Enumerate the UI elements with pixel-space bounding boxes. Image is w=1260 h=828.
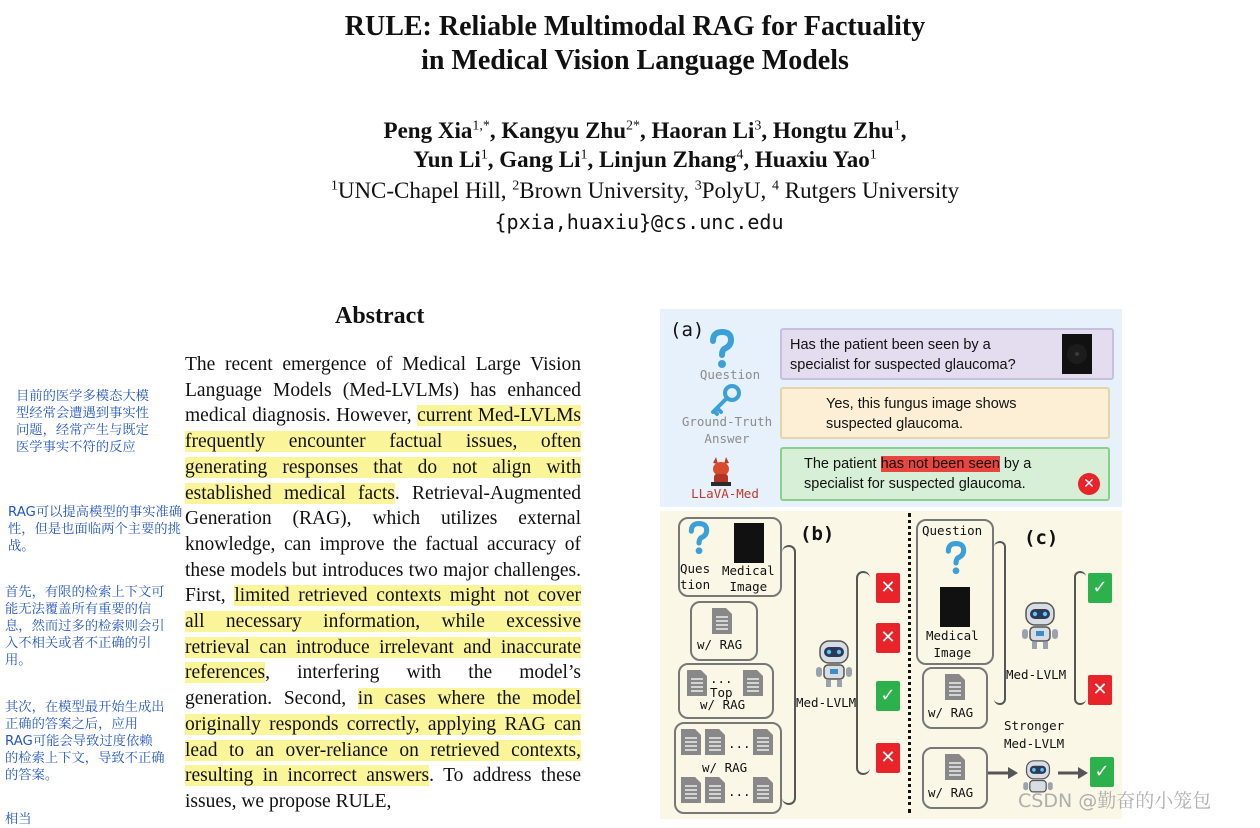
fundus-thumbnail (1062, 334, 1092, 374)
author-sup: 1 (893, 118, 901, 134)
rag-box-many (674, 722, 782, 814)
ground-truth-label (672, 413, 782, 447)
rag-box-topk (678, 663, 774, 719)
caption-line: Image (729, 579, 768, 594)
author-name: , Kangyu Zhu (489, 118, 627, 143)
dots: ... (728, 736, 751, 751)
bracket (994, 541, 1006, 705)
document-icon (704, 776, 726, 809)
question-text-line-2: specialist for suspected glaucoma? (790, 357, 1016, 373)
contact-email: {pxia,huaxiu}@cs.unc.edu (494, 210, 784, 234)
author-sup: 3 (754, 118, 762, 134)
highlighted-text: current Med-LVLMs frequently encounter factual issues, often generating responses that do not align with established medical facts (185, 405, 581, 504)
document-icon (680, 776, 702, 809)
caption-line: Image (933, 645, 972, 660)
gt-text-line-2: suspected glaucoma. (826, 416, 964, 432)
author-name: , Huaxiu Yao (743, 147, 870, 172)
bracket (1074, 571, 1086, 705)
paper-title (0, 10, 1260, 78)
wrong-icon: ✕ (1088, 675, 1112, 705)
abstract-text: , interfering with the model’s generation. Second, (185, 662, 581, 710)
affil-sup: 4 (772, 178, 779, 194)
arrow-right-icon (1058, 766, 1088, 778)
author-sep: , (900, 118, 907, 143)
document-icon (752, 776, 774, 809)
llava-label: LLaVA-Med (691, 486, 759, 501)
caption-line: Med-LVLM (1004, 736, 1065, 751)
panel-divider (908, 513, 911, 813)
llava-answer-bubble (780, 447, 1110, 501)
author-sup: 1 (580, 147, 588, 163)
medical-image-thumbnail (734, 523, 764, 563)
caption-line: Ques (680, 561, 711, 576)
document-icon (704, 728, 726, 761)
author-list (0, 116, 1260, 174)
answer-text: by a (999, 456, 1032, 472)
panel-c-label: (c) (1024, 527, 1059, 549)
rag-label: w/ RAG (697, 637, 743, 652)
image-caption (722, 563, 775, 595)
affiliations (0, 176, 1260, 205)
input-group-box (678, 517, 782, 597)
answer-text-line-2: specialist for suspected glaucoma. (804, 476, 1026, 492)
question-mark-icon (944, 541, 968, 575)
caption-line: Medical (722, 563, 775, 578)
author-line-1 (0, 116, 1260, 145)
rag-box-c2 (922, 747, 988, 809)
author-sup: 1 (480, 147, 488, 163)
author-name: Peng Xia (383, 118, 473, 143)
wrong-answer-icon: ✕ (1078, 473, 1100, 495)
document-icon (752, 728, 774, 761)
wrong-icon: ✕ (876, 573, 900, 603)
wrong-icon: ✕ (876, 623, 900, 653)
author-line-2 (0, 145, 1260, 174)
caption-line: tion (680, 577, 711, 592)
affil-sup: 2 (512, 178, 520, 194)
gt-label-line-1: Ground-Truth (681, 414, 773, 429)
document-icon (944, 753, 966, 786)
dots: ... (728, 784, 751, 799)
abstract-text: The recent emergence of Medical Large Vision Language Models (Med-LVLMs) has enhanced medical diagnosis. However, (185, 354, 581, 427)
margin-note: RAG可以提高模型的事实准确性，但是也面临两个主要的挑战。 (8, 505, 183, 554)
abstract-text: . Retrieval-Augmented Generation (RAG), which utilizes external knowledge, can improve the factual accuracy of these models but introduces two major challenges. First, (185, 482, 581, 607)
gt-text-line-1: Yes, this fungus image shows (826, 396, 1017, 412)
dots: ... (710, 671, 733, 686)
affil-name: UNC-Chapel Hill, (337, 178, 513, 203)
stronger-model-label (1004, 717, 1064, 753)
highlighted-text: limited retrieved contexts might not cover all necessary information, while excessive retrieval can introduce irrelevant and inaccurate references (185, 585, 581, 684)
rag-label: w/ RAG (928, 785, 974, 800)
rag-box-c1 (922, 667, 988, 729)
ground-truth-bubble (780, 387, 1110, 439)
document-icon (944, 673, 966, 706)
title-line-1: RULE: Reliable Multimodal RAG for Factuality (344, 11, 926, 42)
arrow-right-icon (988, 766, 1018, 778)
answer-error-highlight: has not been seen (880, 456, 1000, 472)
watermark: CSDN @勤奋的小笼包 (1018, 790, 1212, 812)
document-icon (711, 607, 733, 640)
correct-icon: ✓ (1090, 757, 1114, 787)
input-group-box (916, 519, 994, 665)
medical-image-thumbnail (940, 587, 970, 627)
affil-sup: 1 (330, 178, 338, 194)
wrong-icon: ✕ (876, 743, 900, 773)
question-mark-icon (708, 329, 736, 369)
correct-icon: ✓ (1088, 573, 1112, 603)
highlighted-text: in cases where the model originally responds correctly, applying RAG can lead to an over-reliance on retrieved contexts, resulting in incorrect answers (185, 688, 581, 787)
topk-label: Top (710, 685, 733, 700)
model-label: Med-LVLM (796, 695, 857, 710)
author-name: , Linjun Zhang (587, 147, 737, 172)
abstract-body (185, 352, 581, 815)
margin-note: 其次，在模型最开始生成出正确的答案之后，应用RAG可能会导致过度依赖的检索上下文，导致不正确的答案。 (5, 700, 165, 783)
affil-name: Brown University, (519, 178, 695, 203)
rag-label: w/ RAG (700, 697, 746, 712)
panel-a-label: (a) (670, 319, 705, 341)
bracket (782, 545, 796, 805)
question-caption: Question (922, 523, 983, 538)
author-sup: 2* (626, 118, 641, 134)
answer-text: The patient (804, 456, 881, 472)
figure (660, 309, 1122, 819)
rag-label: w/ RAG (702, 760, 748, 775)
robot-icon (812, 635, 856, 689)
model-label: Med-LVLM (1006, 667, 1067, 682)
author-name: Yun Li (413, 147, 481, 172)
rag-label: w/ RAG (928, 705, 974, 720)
title-line-2: in Medical Vision Language Models (421, 45, 849, 76)
question-caption (680, 561, 710, 593)
gt-label-line-2: Answer (704, 431, 750, 446)
question-text-line-1: Has the patient been seen by a (790, 337, 991, 353)
bracket (856, 571, 870, 775)
author-name: , Hongtu Zhu (761, 118, 894, 143)
author-name: , Haoran Li (640, 118, 755, 143)
author-sup: 1 (869, 147, 877, 163)
correct-icon: ✓ (876, 681, 900, 711)
margin-note: 相当 (5, 812, 32, 827)
author-name: , Gang Li (487, 147, 581, 172)
caption-line: Stronger (1004, 718, 1065, 733)
llava-mascot-icon (706, 455, 736, 487)
margin-note: 目前的医学多模态大模型经常会遭遇到事实性问题，经常产生与既定医学事实不符的反应 (16, 389, 149, 455)
margin-note: 首先，有限的检索上下文可能无法覆盖所有重要的信息，然而过多的检索则会引入不相关或者不正确的引用。 (5, 585, 165, 668)
author-sup: 1,* (472, 118, 490, 134)
figure-panel-bc (660, 511, 1122, 819)
figure-panel-a (660, 309, 1122, 507)
question-label: Question (699, 367, 761, 382)
rag-box-1 (690, 601, 758, 661)
abstract-heading: Abstract (335, 303, 425, 329)
answer-text-line-1 (804, 454, 1031, 474)
question-bubble (780, 328, 1114, 380)
caption-line: Medical (926, 628, 979, 643)
affil-sup: 3 (694, 178, 702, 194)
panel-b-label: (b) (800, 523, 835, 545)
affil-name: Rutgers University (779, 178, 960, 203)
affil-name: PolyU, (701, 178, 772, 203)
document-icon (680, 728, 702, 761)
author-sup: 4 (736, 147, 744, 163)
abstract-text: . To address these issues, we propose RULE, (185, 765, 582, 812)
robot-icon (1018, 597, 1062, 651)
document-icon (742, 669, 764, 702)
question-mark-icon (687, 521, 711, 555)
image-caption (926, 627, 979, 661)
